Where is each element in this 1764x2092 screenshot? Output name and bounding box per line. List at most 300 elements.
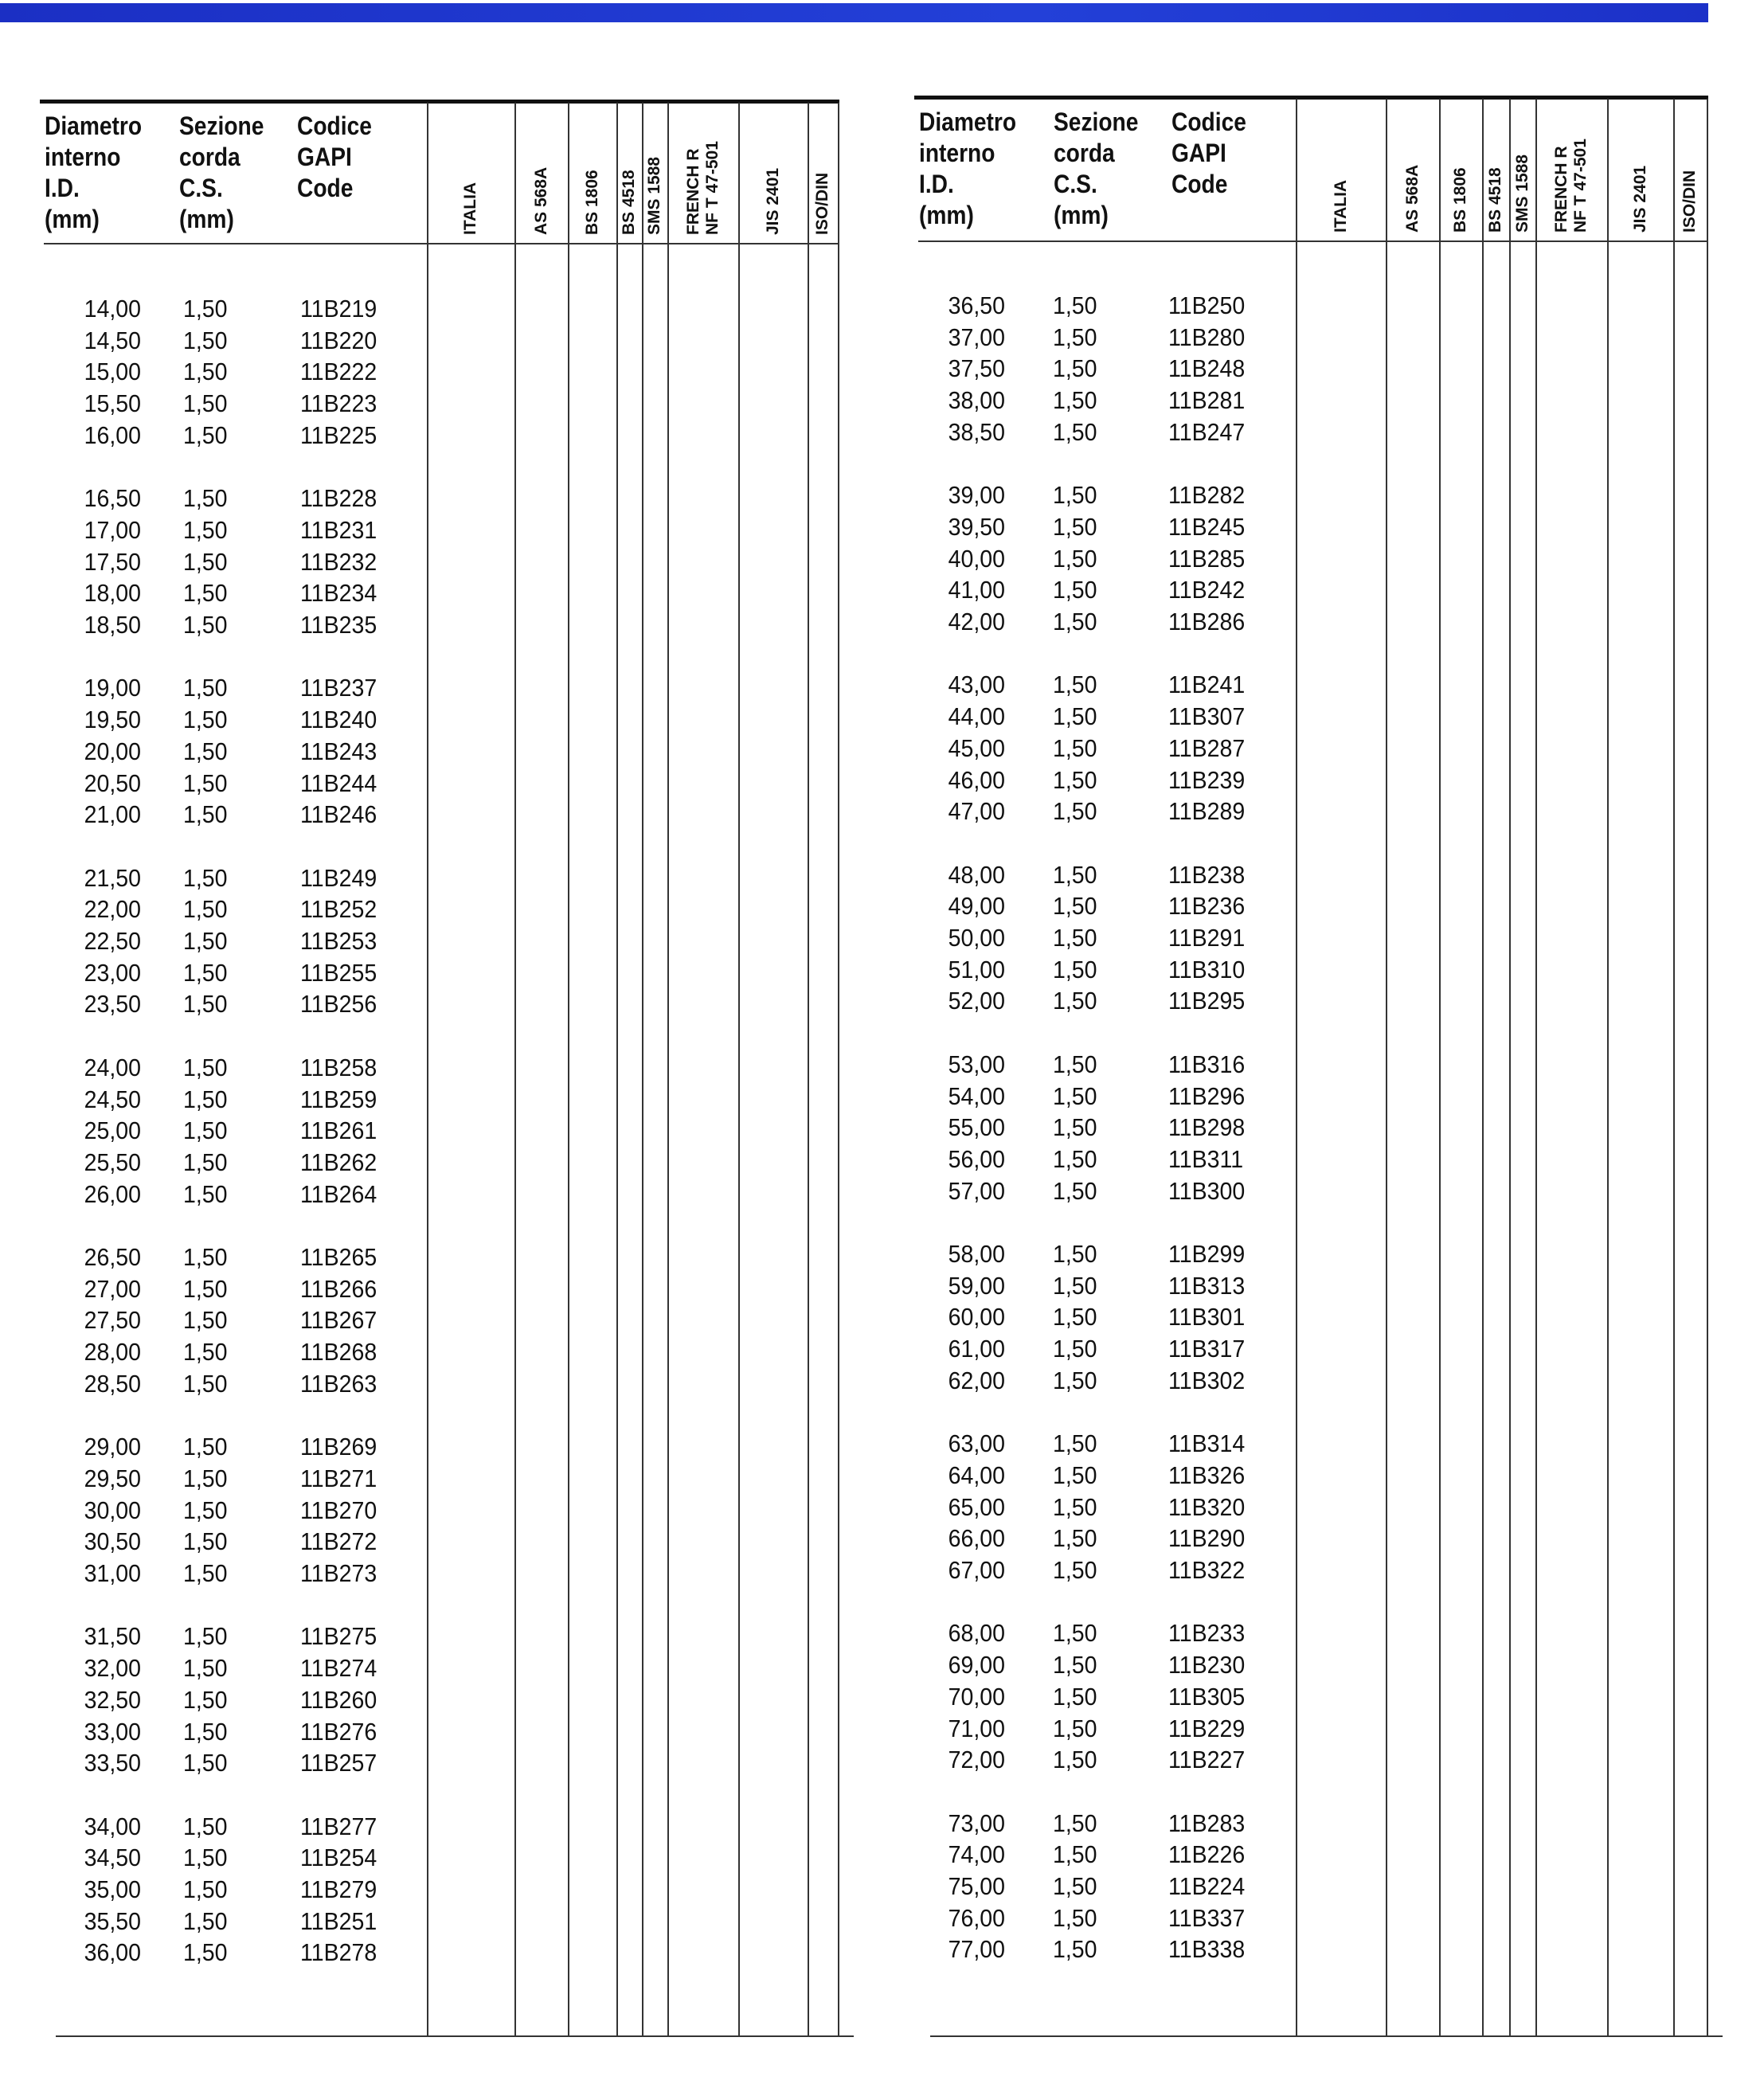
- row-inner-diameter: 21,50: [84, 863, 141, 892]
- column-divider: [838, 103, 839, 2035]
- row-gapi-code: 11B239: [1168, 765, 1246, 794]
- row-cross-section: 1,50: [183, 1496, 228, 1524]
- row-gapi-code: 11B320: [1168, 1492, 1246, 1521]
- row-inner-diameter: 49,00: [948, 892, 1005, 921]
- header-id-line: Diametro: [45, 111, 143, 140]
- header-code-line: Code: [297, 174, 354, 202]
- row-gapi-code: 11B291: [1168, 924, 1246, 952]
- row-gapi-code: 11B225: [300, 420, 377, 449]
- row-inner-diameter: 67,00: [948, 1556, 1005, 1584]
- row-gapi-code: 11B301: [1168, 1303, 1246, 1331]
- row-gapi-code: 11B244: [300, 768, 377, 797]
- row-cross-section: 1,50: [1053, 386, 1097, 415]
- row-gapi-code: 11B254: [300, 1844, 377, 1872]
- row-gapi-code: 11B220: [300, 326, 377, 354]
- row-gapi-code: 11B316: [1168, 1050, 1246, 1078]
- column-divider: [1386, 99, 1387, 2035]
- row-cross-section: 1,50: [1053, 576, 1097, 604]
- row-gapi-code: 11B270: [300, 1496, 377, 1524]
- row-cross-section: 1,50: [1053, 860, 1097, 889]
- header-id-line: (mm): [919, 201, 974, 229]
- row-gapi-code: 11B282: [1168, 481, 1246, 510]
- row-gapi-code: 11B260: [300, 1685, 377, 1714]
- row-inner-diameter: 76,00: [948, 1903, 1005, 1932]
- row-inner-diameter: 33,00: [84, 1717, 141, 1746]
- row-gapi-code: 11B219: [300, 295, 377, 323]
- row-cross-section: 1,50: [183, 1085, 228, 1113]
- row-gapi-code: 11B272: [300, 1527, 377, 1556]
- row-inner-diameter: 68,00: [948, 1619, 1005, 1648]
- row-cross-section: 1,50: [1053, 702, 1097, 731]
- row-gapi-code: 11B259: [300, 1085, 377, 1113]
- row-inner-diameter: 34,50: [84, 1844, 141, 1872]
- row-inner-diameter: 35,00: [84, 1875, 141, 1903]
- row-cross-section: 1,50: [183, 1812, 228, 1840]
- row-inner-diameter: 31,50: [84, 1622, 141, 1651]
- header-cs-line: Sezione: [179, 111, 264, 140]
- header-code-line: Code: [1171, 170, 1228, 198]
- row-gapi-code: 11B228: [300, 484, 377, 513]
- row-gapi-code: 11B226: [1168, 1840, 1246, 1869]
- row-gapi-code: 11B298: [1168, 1113, 1246, 1142]
- row-inner-diameter: 28,00: [84, 1338, 141, 1367]
- row-inner-diameter: 29,00: [84, 1433, 141, 1461]
- row-inner-diameter: 17,50: [84, 547, 141, 576]
- header-cs-line: corda: [179, 143, 241, 171]
- row-cross-section: 1,50: [183, 1053, 228, 1081]
- row-cross-section: 1,50: [1053, 1176, 1097, 1205]
- row-cross-section: 1,50: [1053, 955, 1097, 983]
- row-inner-diameter: 22,50: [84, 927, 141, 955]
- row-gapi-code: 11B296: [1168, 1081, 1246, 1110]
- table-top-rule: [914, 96, 1708, 100]
- row-cross-section: 1,50: [183, 1274, 228, 1303]
- row-cross-section: 1,50: [1053, 1556, 1097, 1584]
- row-inner-diameter: 23,50: [84, 990, 141, 1019]
- header-standard-french-r: FRENCH R: [1552, 146, 1570, 233]
- header-bottom-rule: [44, 243, 839, 244]
- row-cross-section: 1,50: [1053, 1746, 1097, 1774]
- row-inner-diameter: 24,00: [84, 1053, 141, 1081]
- row-inner-diameter: 20,00: [84, 737, 141, 765]
- row-inner-diameter: 39,50: [948, 512, 1005, 541]
- row-inner-diameter: 70,00: [948, 1682, 1005, 1711]
- header-standard-as-568a: AS 568A: [531, 166, 550, 235]
- row-cross-section: 1,50: [1053, 1144, 1097, 1173]
- row-gapi-code: 11B255: [300, 958, 377, 987]
- row-gapi-code: 11B264: [300, 1179, 377, 1208]
- row-gapi-code: 11B305: [1168, 1682, 1246, 1711]
- row-gapi-code: 11B314: [1168, 1429, 1246, 1458]
- row-inner-diameter: 59,00: [948, 1271, 1005, 1300]
- row-inner-diameter: 14,50: [84, 326, 141, 354]
- row-cross-section: 1,50: [1053, 1050, 1097, 1078]
- row-inner-diameter: 47,00: [948, 797, 1005, 826]
- row-cross-section: 1,50: [1053, 924, 1097, 952]
- row-inner-diameter: 19,50: [84, 706, 141, 734]
- row-inner-diameter: 24,50: [84, 1085, 141, 1113]
- column-divider: [808, 103, 809, 2035]
- row-cross-section: 1,50: [183, 1148, 228, 1176]
- row-cross-section: 1,50: [1053, 1081, 1097, 1110]
- row-inner-diameter: 50,00: [948, 924, 1005, 952]
- row-cross-section: 1,50: [183, 547, 228, 576]
- column-divider: [1707, 99, 1708, 2035]
- row-inner-diameter: 58,00: [948, 1240, 1005, 1268]
- row-cross-section: 1,50: [1053, 1271, 1097, 1300]
- row-cross-section: 1,50: [1053, 1240, 1097, 1268]
- header-standard-sms-1588: SMS 1588: [1512, 154, 1531, 233]
- column-divider: [1673, 99, 1675, 2035]
- row-cross-section: 1,50: [1053, 1335, 1097, 1363]
- row-inner-diameter: 38,50: [948, 417, 1005, 446]
- row-gapi-code: 11B247: [1168, 417, 1246, 446]
- row-inner-diameter: 37,00: [948, 323, 1005, 351]
- header-standard-french-r: FRENCH R: [683, 148, 702, 235]
- row-cross-section: 1,50: [1053, 1651, 1097, 1679]
- row-gapi-code: 11B281: [1168, 386, 1246, 415]
- row-inner-diameter: 27,00: [84, 1274, 141, 1303]
- row-inner-diameter: 54,00: [948, 1081, 1005, 1110]
- row-gapi-code: 11B248: [1168, 354, 1246, 383]
- row-gapi-code: 11B227: [1168, 1746, 1246, 1774]
- row-cross-section: 1,50: [1053, 544, 1097, 573]
- header-cs-line: C.S.: [1054, 170, 1097, 198]
- row-inner-diameter: 45,00: [948, 733, 1005, 762]
- row-inner-diameter: 19,00: [84, 674, 141, 702]
- row-inner-diameter: 40,00: [948, 544, 1005, 573]
- row-inner-diameter: 61,00: [948, 1335, 1005, 1363]
- row-inner-diameter: 18,50: [84, 611, 141, 639]
- header-standard-bs-1806: BS 1806: [582, 170, 601, 235]
- row-inner-diameter: 30,00: [84, 1496, 141, 1524]
- row-gapi-code: 11B238: [1168, 860, 1246, 889]
- row-inner-diameter: 55,00: [948, 1113, 1005, 1142]
- row-cross-section: 1,50: [183, 1654, 228, 1683]
- row-inner-diameter: 14,00: [84, 295, 141, 323]
- header-bottom-rule: [918, 240, 1708, 242]
- header-code-line: GAPI: [297, 143, 352, 171]
- column-divider: [1535, 99, 1537, 2035]
- row-gapi-code: 11B279: [300, 1875, 377, 1903]
- row-cross-section: 1,50: [183, 674, 228, 702]
- row-gapi-code: 11B338: [1168, 1935, 1246, 1964]
- column-divider: [1296, 99, 1297, 2035]
- row-cross-section: 1,50: [183, 579, 228, 608]
- row-gapi-code: 11B240: [300, 706, 377, 734]
- row-gapi-code: 11B326: [1168, 1460, 1246, 1489]
- row-inner-diameter: 31,00: [84, 1559, 141, 1587]
- row-gapi-code: 11B236: [1168, 892, 1246, 921]
- row-inner-diameter: 32,00: [84, 1654, 141, 1683]
- row-gapi-code: 11B258: [300, 1053, 377, 1081]
- header-cs-line: (mm): [179, 205, 234, 233]
- row-gapi-code: 11B322: [1168, 1556, 1246, 1584]
- row-cross-section: 1,50: [183, 1559, 228, 1587]
- row-gapi-code: 11B302: [1168, 1366, 1246, 1394]
- row-gapi-code: 11B274: [300, 1654, 377, 1683]
- row-gapi-code: 11B278: [300, 1938, 377, 1967]
- row-cross-section: 1,50: [183, 706, 228, 734]
- row-cross-section: 1,50: [1053, 1619, 1097, 1648]
- row-cross-section: 1,50: [183, 1306, 228, 1335]
- row-cross-section: 1,50: [1053, 1903, 1097, 1932]
- column-divider: [1509, 99, 1511, 2035]
- row-cross-section: 1,50: [1053, 512, 1097, 541]
- row-inner-diameter: 57,00: [948, 1176, 1005, 1205]
- row-gapi-code: 11B277: [300, 1812, 377, 1840]
- row-inner-diameter: 17,00: [84, 515, 141, 544]
- row-gapi-code: 11B266: [300, 1274, 377, 1303]
- row-cross-section: 1,50: [1053, 1840, 1097, 1869]
- row-gapi-code: 11B230: [1168, 1651, 1246, 1679]
- row-inner-diameter: 35,50: [84, 1906, 141, 1935]
- row-inner-diameter: 43,00: [948, 671, 1005, 699]
- column-divider: [1439, 99, 1441, 2035]
- header-standard-bs-1806: BS 1806: [1451, 167, 1469, 233]
- row-cross-section: 1,50: [183, 927, 228, 955]
- row-inner-diameter: 73,00: [948, 1809, 1005, 1837]
- row-inner-diameter: 41,00: [948, 576, 1005, 604]
- column-divider: [738, 103, 740, 2035]
- row-cross-section: 1,50: [183, 326, 228, 354]
- row-gapi-code: 11B290: [1168, 1524, 1246, 1553]
- row-cross-section: 1,50: [1053, 1714, 1097, 1742]
- row-gapi-code: 11B267: [300, 1306, 377, 1335]
- row-inner-diameter: 44,00: [948, 702, 1005, 731]
- row-cross-section: 1,50: [183, 295, 228, 323]
- row-cross-section: 1,50: [1053, 1872, 1097, 1900]
- row-cross-section: 1,50: [183, 515, 228, 544]
- row-gapi-code: 11B311: [1168, 1144, 1244, 1173]
- row-cross-section: 1,50: [1053, 733, 1097, 762]
- row-gapi-code: 11B249: [300, 863, 377, 892]
- row-gapi-code: 11B286: [1168, 608, 1246, 635]
- row-cross-section: 1,50: [183, 895, 228, 924]
- row-gapi-code: 11B310: [1168, 955, 1246, 983]
- row-gapi-code: 11B246: [300, 800, 377, 829]
- row-inner-diameter: 69,00: [948, 1651, 1005, 1679]
- row-cross-section: 1,50: [1053, 1113, 1097, 1142]
- row-inner-diameter: 23,00: [84, 958, 141, 987]
- row-gapi-code: 11B317: [1168, 1335, 1246, 1363]
- row-cross-section: 1,50: [1053, 797, 1097, 826]
- row-gapi-code: 11B250: [1168, 291, 1246, 319]
- header-standard-bs-4518: BS 4518: [1486, 167, 1504, 233]
- row-inner-diameter: 77,00: [948, 1935, 1005, 1964]
- row-inner-diameter: 15,50: [84, 389, 141, 418]
- row-cross-section: 1,50: [183, 420, 228, 449]
- row-inner-diameter: 21,00: [84, 800, 141, 829]
- row-inner-diameter: 36,50: [948, 291, 1005, 319]
- row-inner-diameter: 25,00: [84, 1116, 141, 1145]
- column-divider: [568, 103, 569, 2035]
- row-gapi-code: 11B313: [1168, 1271, 1246, 1300]
- row-cross-section: 1,50: [1053, 1429, 1097, 1458]
- row-gapi-code: 11B280: [1168, 323, 1246, 351]
- row-inner-diameter: 64,00: [948, 1460, 1005, 1489]
- row-cross-section: 1,50: [183, 768, 228, 797]
- row-gapi-code: 11B295: [1168, 987, 1246, 1015]
- column-divider: [1607, 99, 1609, 2035]
- row-gapi-code: 11B257: [300, 1749, 377, 1777]
- row-cross-section: 1,50: [1053, 1935, 1097, 1964]
- row-cross-section: 1,50: [183, 1906, 228, 1935]
- row-cross-section: 1,50: [1053, 987, 1097, 1015]
- header-standard-italia: ITALIA: [1331, 179, 1350, 233]
- row-gapi-code: 11B229: [1168, 1714, 1246, 1742]
- row-gapi-code: 11B233: [1168, 1619, 1246, 1648]
- row-inner-diameter: 26,50: [84, 1243, 141, 1271]
- row-gapi-code: 11B245: [1168, 512, 1246, 541]
- row-inner-diameter: 72,00: [948, 1746, 1005, 1774]
- row-cross-section: 1,50: [1053, 1524, 1097, 1553]
- row-cross-section: 1,50: [1053, 1460, 1097, 1489]
- row-cross-section: 1,50: [183, 1685, 228, 1714]
- row-gapi-code: 11B251: [300, 1906, 377, 1935]
- table-top-rule: [40, 100, 839, 104]
- row-cross-section: 1,50: [183, 958, 228, 987]
- header-cs-line: corda: [1054, 139, 1115, 167]
- row-gapi-code: 11B275: [300, 1622, 377, 1651]
- column-divider: [642, 103, 643, 2035]
- row-inner-diameter: 39,00: [948, 481, 1005, 510]
- row-gapi-code: 11B252: [300, 895, 377, 924]
- row-cross-section: 1,50: [1053, 481, 1097, 510]
- row-cross-section: 1,50: [183, 1243, 228, 1271]
- row-inner-diameter: 66,00: [948, 1524, 1005, 1553]
- row-cross-section: 1,50: [1053, 1366, 1097, 1394]
- row-cross-section: 1,50: [1053, 671, 1097, 699]
- row-gapi-code: 11B224: [1168, 1872, 1246, 1900]
- row-cross-section: 1,50: [1053, 765, 1097, 794]
- header-blue-bar: [0, 3, 1708, 22]
- row-gapi-code: 11B276: [300, 1717, 377, 1746]
- row-gapi-code: 11B222: [300, 358, 377, 386]
- row-cross-section: 1,50: [1053, 1682, 1097, 1711]
- header-code-line: Codice: [1171, 108, 1246, 136]
- header-standard-iso-din: ISO/DIN: [813, 172, 831, 235]
- row-inner-diameter: 29,50: [84, 1464, 141, 1492]
- header-id-line: Diametro: [919, 108, 1017, 136]
- row-gapi-code: 11B337: [1168, 1903, 1246, 1932]
- column-divider: [667, 103, 669, 2035]
- row-inner-diameter: 26,00: [84, 1179, 141, 1208]
- row-cross-section: 1,50: [1053, 417, 1097, 446]
- row-gapi-code: 11B271: [300, 1464, 377, 1492]
- row-inner-diameter: 15,00: [84, 358, 141, 386]
- row-gapi-code: 11B231: [300, 515, 377, 544]
- row-cross-section: 1,50: [1053, 892, 1097, 921]
- row-cross-section: 1,50: [183, 1433, 228, 1461]
- row-inner-diameter: 16,50: [84, 484, 141, 513]
- row-inner-diameter: 16,00: [84, 420, 141, 449]
- row-gapi-code: 11B265: [300, 1243, 377, 1271]
- row-cross-section: 1,50: [183, 1749, 228, 1777]
- row-inner-diameter: 65,00: [948, 1492, 1005, 1521]
- row-gapi-code: 11B237: [300, 674, 377, 702]
- row-inner-diameter: 32,50: [84, 1685, 141, 1714]
- row-cross-section: 1,50: [1053, 291, 1097, 319]
- column-divider: [616, 103, 618, 2035]
- row-gapi-code: 11B268: [300, 1338, 377, 1367]
- row-inner-diameter: 62,00: [948, 1366, 1005, 1394]
- row-gapi-code: 11B242: [1168, 576, 1246, 604]
- header-cs-line: Sezione: [1054, 108, 1139, 136]
- row-gapi-code: 11B283: [1168, 1809, 1246, 1837]
- row-cross-section: 1,50: [1053, 1492, 1097, 1521]
- row-inner-diameter: 20,50: [84, 768, 141, 797]
- row-cross-section: 1,50: [183, 863, 228, 892]
- row-inner-diameter: 63,00: [948, 1429, 1005, 1458]
- row-cross-section: 1,50: [183, 737, 228, 765]
- row-inner-diameter: 28,50: [84, 1369, 141, 1398]
- row-gapi-code: 11B234: [300, 579, 377, 608]
- row-gapi-code: 11B287: [1168, 733, 1246, 762]
- row-cross-section: 1,50: [183, 800, 228, 829]
- row-cross-section: 1,50: [183, 1338, 228, 1367]
- row-cross-section: 1,50: [1053, 1303, 1097, 1331]
- row-inner-diameter: 56,00: [948, 1144, 1005, 1173]
- row-gapi-code: 11B289: [1168, 797, 1246, 826]
- table-bottom-rule: [56, 2035, 854, 2037]
- column-divider: [427, 103, 428, 2035]
- row-gapi-code: 11B235: [300, 611, 377, 639]
- column-divider: [1482, 99, 1484, 2035]
- header-standard-sms-1588: SMS 1588: [645, 156, 663, 235]
- row-inner-diameter: 51,00: [948, 955, 1005, 983]
- header-cs-line: C.S.: [179, 174, 223, 202]
- row-gapi-code: 11B300: [1168, 1176, 1246, 1205]
- header-standard-nf-t-47-501: NF T 47-501: [1571, 139, 1590, 233]
- row-cross-section: 1,50: [1053, 608, 1097, 635]
- header-standard-as-568a: AS 568A: [1402, 164, 1422, 233]
- row-cross-section: 1,50: [183, 1116, 228, 1145]
- row-cross-section: 1,50: [183, 1527, 228, 1556]
- row-gapi-code: 11B262: [300, 1148, 377, 1176]
- row-cross-section: 1,50: [183, 990, 228, 1019]
- row-gapi-code: 11B261: [300, 1116, 377, 1145]
- row-cross-section: 1,50: [1053, 1809, 1097, 1837]
- row-inner-diameter: 25,50: [84, 1148, 141, 1176]
- row-inner-diameter: 75,00: [948, 1872, 1005, 1900]
- row-inner-diameter: 46,00: [948, 765, 1005, 794]
- row-inner-diameter: 27,50: [84, 1306, 141, 1335]
- header-id-line: I.D.: [45, 174, 80, 202]
- row-inner-diameter: 18,00: [84, 579, 141, 608]
- header-standard-jis-2401: JIS 2401: [1630, 165, 1649, 233]
- column-divider: [514, 103, 516, 2035]
- row-cross-section: 1,50: [183, 611, 228, 639]
- row-inner-diameter: 52,00: [948, 987, 1005, 1015]
- row-inner-diameter: 38,00: [948, 386, 1005, 415]
- row-cross-section: 1,50: [183, 1717, 228, 1746]
- row-gapi-code: 11B285: [1168, 544, 1246, 573]
- row-gapi-code: 11B299: [1168, 1240, 1246, 1268]
- header-id-line: I.D.: [919, 170, 954, 198]
- row-inner-diameter: 30,50: [84, 1527, 141, 1556]
- header-standard-jis-2401: JIS 2401: [763, 167, 782, 235]
- row-inner-diameter: 33,50: [84, 1749, 141, 1777]
- header-code-line: Codice: [297, 111, 372, 140]
- row-cross-section: 1,50: [183, 358, 228, 386]
- row-cross-section: 1,50: [1053, 354, 1097, 383]
- header-standard-bs-4518: BS 4518: [620, 170, 638, 235]
- header-cs-line: (mm): [1054, 201, 1109, 229]
- header-id-line: interno: [919, 139, 995, 167]
- row-gapi-code: 11B263: [300, 1369, 377, 1398]
- row-gapi-code: 11B307: [1168, 702, 1246, 731]
